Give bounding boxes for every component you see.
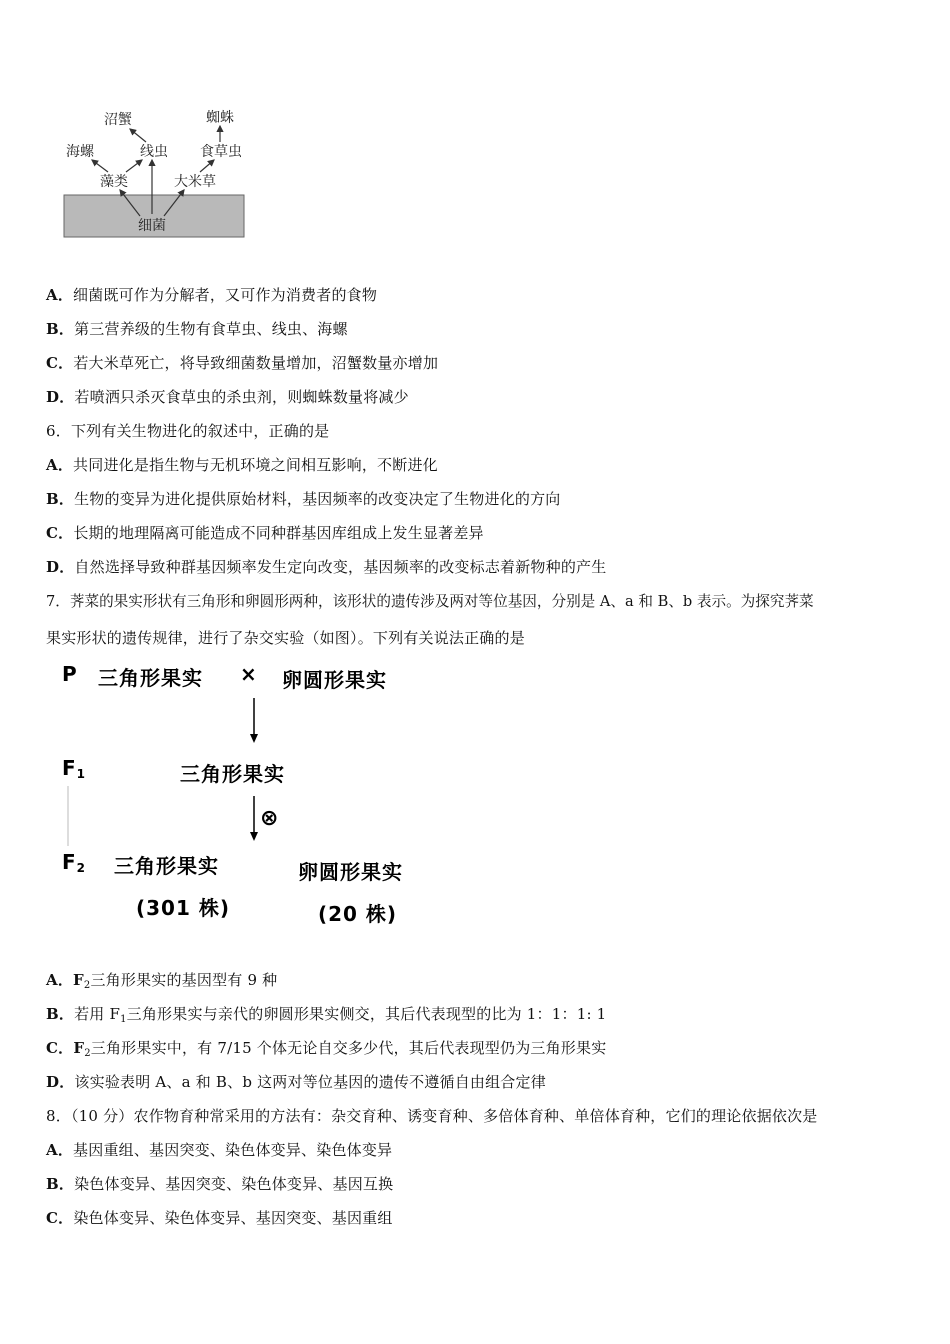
arrow-algae-nematode (126, 160, 142, 172)
q7-option-c (46, 1038, 606, 1064)
option-label: A． (46, 1141, 74, 1159)
node-nematode: 线虫 (140, 144, 168, 160)
q8-option-b (46, 1174, 393, 1194)
option-label: A． (46, 286, 74, 304)
q5-option-d (46, 387, 409, 407)
q7-option-b (46, 1004, 606, 1030)
q8-option-a (46, 1140, 392, 1160)
option-label: C． (46, 354, 74, 372)
option-label: D． (46, 558, 75, 576)
option-label: D． (46, 1073, 75, 1091)
q6-option-b (46, 489, 561, 509)
option-subscript: 2 (83, 980, 91, 991)
q6-option-a (46, 455, 438, 475)
option-text: 基因重组、基因突变、染色体变异、染色体变异 (73, 1141, 393, 1159)
p-parent-right: 卵圆形果实 (282, 668, 387, 692)
node-grass: 大米草 (174, 174, 216, 190)
option-label: D． (46, 388, 75, 406)
option-label: B． (46, 490, 75, 508)
q8-option-c (46, 1208, 393, 1228)
option-text: 三角形果实中，有 7/15 个体无论自交多少代，其后代表现型仍为三角形果实 (90, 1039, 607, 1057)
option-prefix: F (73, 1039, 85, 1057)
option-label: B． (46, 320, 75, 338)
self-cross-symbol: ⊗ (260, 806, 280, 831)
option-label: A． (46, 971, 74, 989)
f1-label (62, 756, 86, 781)
option-label: A． (46, 456, 74, 474)
f1-subscript: 1 (76, 767, 87, 781)
node-grasshopper: 食草虫 (200, 144, 242, 160)
option-label: C． (46, 1039, 74, 1057)
f2-letter: F (62, 850, 77, 874)
q7-stem-line2: 果实形状的遗传规律，进行了杂交实验（如图）。下列有关说法正确的是 (46, 629, 525, 647)
option-prefix: F (73, 971, 84, 989)
cross-sign: × (240, 662, 258, 686)
node-crab: 沼蟹 (104, 112, 132, 128)
f2-right-phenotype: 卵圆形果实 (298, 860, 403, 884)
node-bacteria: 细菌 (138, 218, 166, 234)
f2-label (62, 850, 86, 875)
option-text: 第三营养级的生物有食草虫、线虫、海螺 (74, 320, 348, 338)
option-text: 长期的地理隔离可能造成不同种群基因库组成上发生显著差异 (73, 524, 484, 542)
option-label: B． (46, 1005, 75, 1023)
f1-phenotype: 三角形果实 (180, 762, 285, 786)
f1-letter: F (62, 756, 77, 780)
arrow-p-to-f1 (244, 696, 264, 746)
bracket-line (66, 786, 70, 846)
option-text: 生物的变异为进化提供原始材料，基因频率的改变决定了生物进化的方向 (74, 490, 561, 508)
option-text: 自然选择导致种群基因频率发生定向改变，基因频率的改变标志着新物种的产生 (74, 558, 607, 576)
food-web-diagram (60, 104, 250, 244)
cross-diagram (60, 656, 420, 926)
f2-left-count: (301 株) (136, 896, 230, 920)
option-label: C． (46, 524, 74, 542)
option-text: 共同进化是指生物与无机环境之间相互影响，不断进化 (73, 456, 438, 474)
q7-option-d (46, 1072, 546, 1092)
node-snail: 海螺 (66, 144, 94, 160)
q8-stem: 8．（10 分）农作物育种常采用的方法有：杂交育种、诱变育种、多倍体育种、单倍体育种，它们的理论依据依次是 (46, 1107, 818, 1125)
p-parent-left: 三角形果实 (98, 666, 203, 690)
option-text: 该实验表明 A、a 和 B、b 这两对等位基因的遗传不遵循自由组合定律 (74, 1073, 546, 1091)
f2-right-count: (20 株) (318, 902, 398, 926)
q6-option-c (46, 523, 484, 543)
option-text: 染色体变异、染色体变异、基因突变、基因重组 (73, 1209, 393, 1227)
option-subscript: 2 (84, 1048, 91, 1059)
q6-option-d (46, 557, 606, 577)
q7-stem-line1: 7．荠菜的果实形状有三角形和卵圆形两种，该形状的遗传涉及两对等位基因，分别是 A、a 和 B、b 表示。为探究荠菜 (46, 593, 814, 610)
f2-left-phenotype: 三角形果实 (114, 854, 219, 878)
option-label: C． (46, 1209, 74, 1227)
node-spider: 蜘蛛 (206, 110, 234, 126)
option-label: B． (46, 1175, 75, 1193)
arrow-grass-grasshopper (200, 160, 214, 172)
q5-option-b (46, 319, 348, 339)
q5-option-c (46, 353, 438, 373)
option-text: 细菌既可作为分解者，又可作为消费者的食物 (73, 286, 378, 304)
p-generation-label: P (62, 662, 78, 686)
f2-subscript: 2 (76, 861, 87, 875)
option-subscript: 1 (120, 1014, 127, 1025)
q6-stem: 6．下列有关生物进化的叙述中，正确的是 (46, 422, 330, 440)
arrow-algae-snail (92, 160, 108, 172)
option-text: 三角形果实与亲代的卵圆形果实侧交，其后代表现型的比为 1：1：1: 1 (126, 1005, 607, 1023)
node-algae: 藻类 (100, 174, 128, 190)
option-prefix: 若用 F (74, 1005, 121, 1023)
option-text: 三角形果实的基因型有 9 种 (90, 971, 278, 989)
q7-option-a (46, 970, 277, 996)
option-text: 染色体变异、基因突变、染色体变异、基因互换 (74, 1175, 394, 1193)
q5-option-a (46, 285, 377, 305)
option-text: 若大米草死亡，将导致细菌数量增加，沼蟹数量亦增加 (73, 354, 439, 372)
arrow-nematode-crab (130, 129, 146, 142)
option-text: 若喷洒只杀灭食草虫的杀虫剂，则蜘蛛数量将减少 (74, 388, 409, 406)
